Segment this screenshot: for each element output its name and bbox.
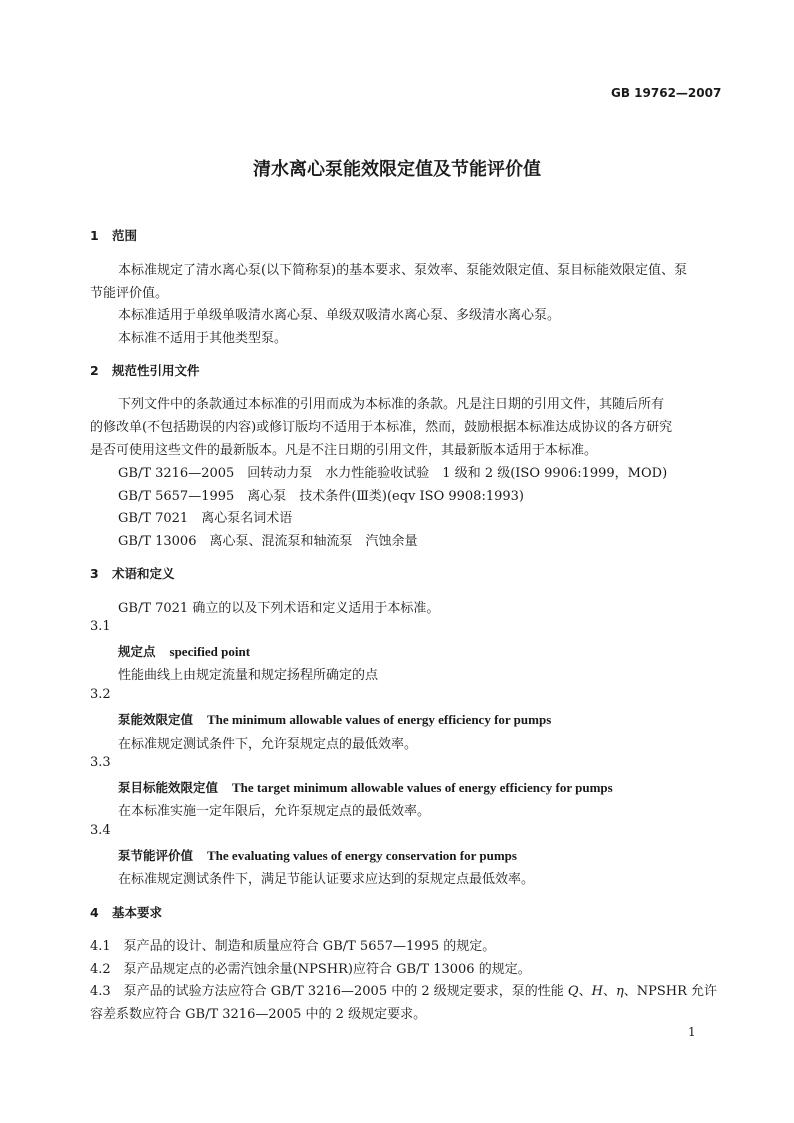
term-heading (118, 778, 613, 796)
document-title: 清水离心泵能效限定值及节能评价值 (253, 159, 541, 180)
requirement-text: 、NPSHR 允许 (623, 984, 718, 999)
term-cn: 泵目标能效限定值 (118, 780, 219, 795)
standard-code: GB 19762—2007 (611, 86, 722, 100)
section-number: 4 (90, 905, 99, 920)
term-number: 3.1 (90, 619, 111, 634)
paragraph-line: 下列文件中的条款通过本标准的引用而成为本标准的条款。凡是注日期的引用文件，其随后所有 (118, 397, 665, 412)
page-number: 1 (688, 1025, 696, 1039)
requirement-item: 4.2 泵产品规定点的必需汽蚀余量(NPSHR)应符合 GB/T 13006 的规定。 (90, 962, 531, 977)
term-cn: 规定点 (118, 644, 156, 659)
term-cn: 泵能效限定值 (118, 712, 194, 727)
requirement-item-continued: 容差系数应符合 GB/T 3216—2005 中的 2 级规定要求。 (90, 1007, 427, 1022)
requirement-item (90, 980, 717, 999)
term-heading (118, 642, 250, 660)
requirement-text: 4.3 泵产品的试验方法应符合 GB/T 3216—2005 中的 2 级规定要求，泵的性能 (90, 984, 568, 999)
term-definition: 在标准规定测试条件下，满足节能认证要求应达到的泵规定点最低效率。 (118, 872, 535, 887)
term-en: specified point (169, 644, 251, 659)
reference-item: GB/T 13006 离心泵、混流泵和轴流泵 汽蚀余量 (118, 534, 418, 549)
symbol-h: H (591, 984, 603, 999)
paragraph-line: 节能评价值。 (90, 286, 169, 301)
term-en: The target minimum allowable values of energy efficiency for pumps (232, 780, 613, 795)
paragraph-line: 的修改单(不包括勘误的内容)或修订版均不适用于本标准，然而，鼓励根据本标准达成协议的各方研究 (90, 420, 673, 435)
section-number: 1 (90, 228, 99, 243)
section-title: 基本要求 (112, 905, 163, 920)
term-number: 3.3 (90, 755, 111, 770)
section-4-heading (90, 903, 162, 921)
term-cn: 泵节能评价值 (118, 848, 194, 863)
paragraph-line: 是否可使用这些文件的最新版本。凡是不注日期的引用文件，其最新版本适用于本标准。 (90, 443, 598, 458)
term-heading (118, 846, 517, 864)
paragraph-line: GB/T 7021 确立的以及下列术语和定义适用于本标准。 (118, 601, 440, 616)
separator: 、 (578, 984, 592, 999)
section-3-heading (90, 564, 175, 582)
section-title: 范围 (112, 228, 138, 243)
section-number: 2 (90, 363, 99, 378)
section-number: 3 (90, 566, 99, 581)
term-definition: 性能曲线上由规定流量和规定扬程所确定的点 (118, 668, 379, 683)
term-number: 3.4 (90, 823, 111, 838)
reference-item: GB/T 7021 离心泵名词术语 (118, 511, 293, 526)
term-heading (118, 710, 551, 728)
term-definition: 在标准规定测试条件下，允许泵规定点的最低效率。 (118, 737, 418, 752)
symbol-q: Q (567, 984, 579, 999)
paragraph-line: 本标准适用于单级单吸清水离心泵、单级双吸清水离心泵、多级清水离心泵。 (118, 308, 561, 323)
paragraph-line: 本标准不适用于其他类型泵。 (118, 331, 288, 346)
section-title: 规范性引用文件 (112, 363, 200, 378)
term-en: The minimum allowable values of energy efficiency for pumps (207, 712, 552, 727)
symbol-eta: η (615, 984, 624, 999)
term-number: 3.2 (90, 687, 111, 702)
paragraph-line: 本标准规定了清水离心泵(以下简称泵)的基本要求、泵效率、泵能效限定值、泵目标能效限定值、泵 (118, 263, 688, 278)
reference-item: GB/T 3216—2005 回转动力泵 水力性能验收试验 1 级和 2 级(ISO 9906:1999，MOD) (118, 466, 668, 481)
reference-item: GB/T 5657—1995 离心泵 技术条件(Ⅲ类)(eqv ISO 9908:1993) (118, 489, 524, 504)
section-2-heading (90, 361, 200, 379)
section-title: 术语和定义 (112, 566, 175, 581)
separator: 、 (602, 984, 616, 999)
requirement-item: 4.1 泵产品的设计、制造和质量应符合 GB/T 5657—1995 的规定。 (90, 939, 496, 954)
section-1-heading (90, 226, 137, 244)
term-definition: 在本标准实施一定年限后，允许泵规定点的最低效率。 (118, 804, 431, 819)
term-en: The evaluating values of energy conservation for pumps (207, 848, 517, 863)
